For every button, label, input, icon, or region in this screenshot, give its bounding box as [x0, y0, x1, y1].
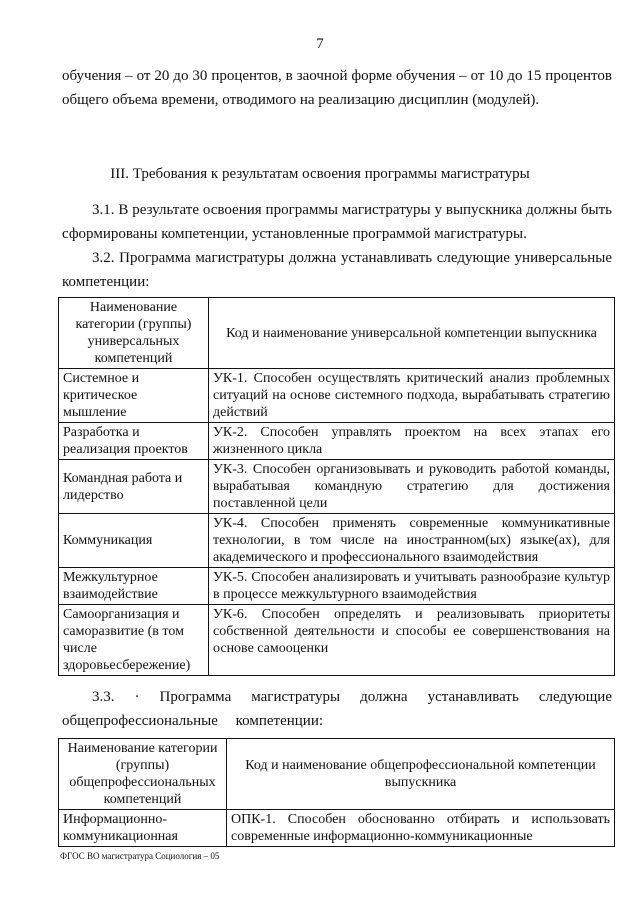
competence-cell: УК-1. Способен осуществлять критический анализ проблемных ситуаций на основе системного подхода, вырабатывать стратегию действий — [209, 369, 615, 423]
table-row — [59, 605, 615, 676]
paragraph-3-2 — [62, 246, 612, 294]
table-header-row — [59, 739, 615, 810]
table-row — [59, 423, 615, 460]
page-number: 7 — [316, 36, 324, 52]
competence-cell: ОПК-1. Способен обоснованно отбирать и использовать современные информационно-коммуникационные — [227, 810, 615, 847]
section-heading: III. Требования к результатам освоения программы магистратуры — [110, 166, 530, 182]
table-header-row — [59, 298, 615, 369]
category-cell: Коммуникация — [59, 514, 209, 568]
paragraph-3-1 — [62, 198, 612, 246]
intro-paragraph — [62, 64, 612, 112]
category-cell: Самоорганизация и саморазвитие (в том числе здоровьесбережение) — [59, 605, 209, 676]
paragraph-3-1-text: 3.1. В результате освоения программы магистратуры у выпускника должны быть сформированы компетенции, установленные программой магистратуры. — [62, 202, 612, 242]
general-competencies-table — [58, 738, 615, 847]
header-category-cell: Наименование категории (группы) общепрофессиональных компетенций — [59, 739, 227, 810]
page-footer: ФГОС ВО магистратура Социология – 05 — [60, 851, 220, 861]
competence-cell: УК-3. Способен организовывать и руководить работой команды, вырабатывая командную стратегию для достижения поставленной цели — [209, 460, 615, 514]
category-cell: Системное и критическое мышление — [59, 369, 209, 423]
header-code-cell: Код и наименование универсальной компетенции выпускника — [209, 298, 615, 369]
table-row — [59, 460, 615, 514]
paragraph-3-3 — [62, 685, 612, 733]
competence-cell: УК-4. Способен применять современные коммуникативные технологии, в том числе на иностранном(ых) языке(ах), для академического и профессионального взаимодействия — [209, 514, 615, 568]
category-cell: Информационно-коммуникационная — [59, 810, 227, 847]
intro-paragraph-text: обучения – от 20 до 30 процентов, в заочной форме обучения – от 10 до 15 процентов общего объема времени, отводимого на реализацию дисциплин (модулей). — [62, 68, 612, 108]
table-row — [59, 810, 615, 847]
paragraph-3-3-text: 3.3. · Программа магистратуры должна устанавливать следующие общепрофессиональные компетенции: — [62, 689, 612, 729]
category-cell: Разработка и реализация проектов — [59, 423, 209, 460]
competence-cell: УК-5. Способен анализировать и учитывать разнообразие культур в процессе межкультурного взаимодействия — [209, 568, 615, 605]
competence-cell: УК-2. Способен управлять проектом на всех этапах его жизненного цикла — [209, 423, 615, 460]
table-row — [59, 568, 615, 605]
header-code-cell: Код и наименование общепрофессиональной компетенции выпускника — [227, 739, 615, 810]
paragraph-3-2-text: 3.2. Программа магистратуры должна устанавливать следующие универсальные компетенции: — [62, 250, 612, 290]
table-row — [59, 369, 615, 423]
competence-cell: УК-6. Способен определять и реализовывать приоритеты собственной деятельности и способы ее совершенствования на основе самооценки — [209, 605, 615, 676]
category-cell: Межкультурное взаимодействие — [59, 568, 209, 605]
header-category-cell: Наименование категории (группы) универсальных компетенций — [59, 298, 209, 369]
table-row — [59, 514, 615, 568]
universal-competencies-table — [58, 297, 615, 676]
category-cell: Командная работа и лидерство — [59, 460, 209, 514]
